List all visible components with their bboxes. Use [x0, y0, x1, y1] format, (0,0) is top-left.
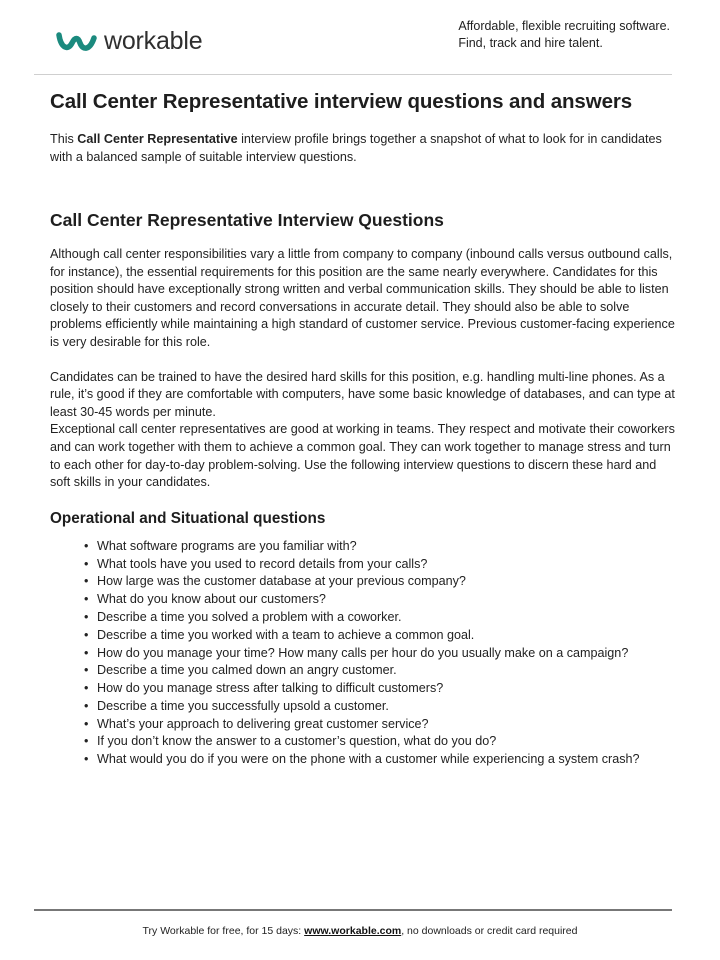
bullet-icon: •	[84, 538, 89, 553]
page-footer	[0, 925, 720, 937]
list-item: • How large was the customer database at your previous company?	[84, 573, 680, 591]
list-item: • What tools have you used to record details from your calls?	[84, 556, 680, 574]
header-divider	[34, 74, 672, 75]
paragraph-soft-skills: Exceptional call center representatives are good at working in teams. They respect and motivate their coworkers and can work together with them to achieve a common goal. They can work together to manage stress and turn to each other for day-to-day problem-solving. Use the following interview questions to discern these hard and soft skills in your candidates.	[50, 422, 675, 490]
bullet-icon: •	[84, 645, 89, 660]
questions-list	[50, 538, 680, 769]
section-heading: Call Center Representative Interview Questions	[50, 210, 444, 230]
list-item: • What software programs are you familiar with?	[84, 538, 680, 556]
intro-bold-role: Call Center Representative	[77, 132, 238, 146]
intro-prefix: This	[50, 132, 78, 146]
bullet-icon: •	[84, 663, 89, 678]
intro-suffix: interview profile brings together a snapshot of what to look for in candidates with a balanced sample of suitable interview questions.	[50, 132, 662, 164]
workable-website-link[interactable]: www.workable.com	[304, 925, 402, 937]
bullet-icon: •	[84, 752, 89, 767]
list-item: • What do you know about our customers?	[84, 591, 680, 609]
footer-suffix: , no downloads or credit card required	[401, 925, 578, 937]
tagline-line-1: Affordable, flexible recruiting software.	[458, 19, 670, 33]
list-item: • How do you manage stress after talking to difficult customers?	[84, 680, 680, 698]
paragraph-responsibilities: Although call center responsibilities vary a little from company to company (inbound calls versus outbound calls, for instance), the essential requirements for this position are the same nearly everywhere. Candidates for this position should have exceptionally strong written and verbal communication skills. They should be able to listen closely to their customers and record conversations in accurate detail. They should also be able to solve problems efficiently while maintaining a high standard of customer service. Previous customer-facing experience is very desirable for this role.	[50, 247, 675, 349]
list-item: • How do you manage your time? How many calls per hour do you usually make on a campaign?	[84, 645, 680, 663]
paragraph-hard-skills: Candidates can be trained to have the desired hard skills for this position, e.g. handling multi-line phones. As a rule, it’s good if they are comfortable with computers, have some basic knowledge of databases, and can type at least 30-45 words per minute.	[50, 369, 675, 419]
list-item: • Describe a time you successfully upsold a customer.	[84, 698, 680, 716]
bullet-icon: •	[84, 574, 89, 589]
list-item: • What would you do if you were on the phone with a customer while experiencing a system crash?	[84, 751, 680, 769]
intro-paragraph	[50, 130, 680, 166]
logo-text: workable	[104, 26, 203, 55]
list-item: • Describe a time you solved a problem with a coworker.	[84, 609, 680, 627]
workable-logo-icon	[56, 26, 100, 56]
bullet-icon: •	[84, 734, 89, 749]
bullet-icon: •	[84, 681, 89, 696]
bullet-icon: •	[84, 698, 89, 713]
footer-divider	[34, 909, 672, 911]
bullet-icon: •	[84, 627, 89, 642]
list-item: • If you don’t know the answer to a customer’s question, what do you do?	[84, 733, 680, 751]
workable-logo	[56, 26, 202, 56]
list-item: • Describe a time you calmed down an angry customer.	[84, 662, 680, 680]
bullet-icon: •	[84, 609, 89, 624]
document-body	[50, 90, 680, 769]
bullet-icon: •	[84, 716, 89, 731]
document-title: Call Center Representative interview questions and answers	[50, 90, 633, 113]
footer-prefix: Try Workable for free, for 15 days:	[142, 925, 305, 937]
questions-subheading: Operational and Situational questions	[50, 509, 326, 527]
bullet-icon: •	[84, 556, 89, 571]
page-header	[56, 18, 670, 68]
bullet-icon: •	[84, 592, 89, 607]
header-tagline	[458, 18, 670, 52]
list-item: • Describe a time you worked with a team to achieve a common goal.	[84, 627, 680, 645]
list-item: • What’s your approach to delivering great customer service?	[84, 716, 680, 734]
tagline-line-2: Find, track and hire talent.	[458, 36, 603, 50]
